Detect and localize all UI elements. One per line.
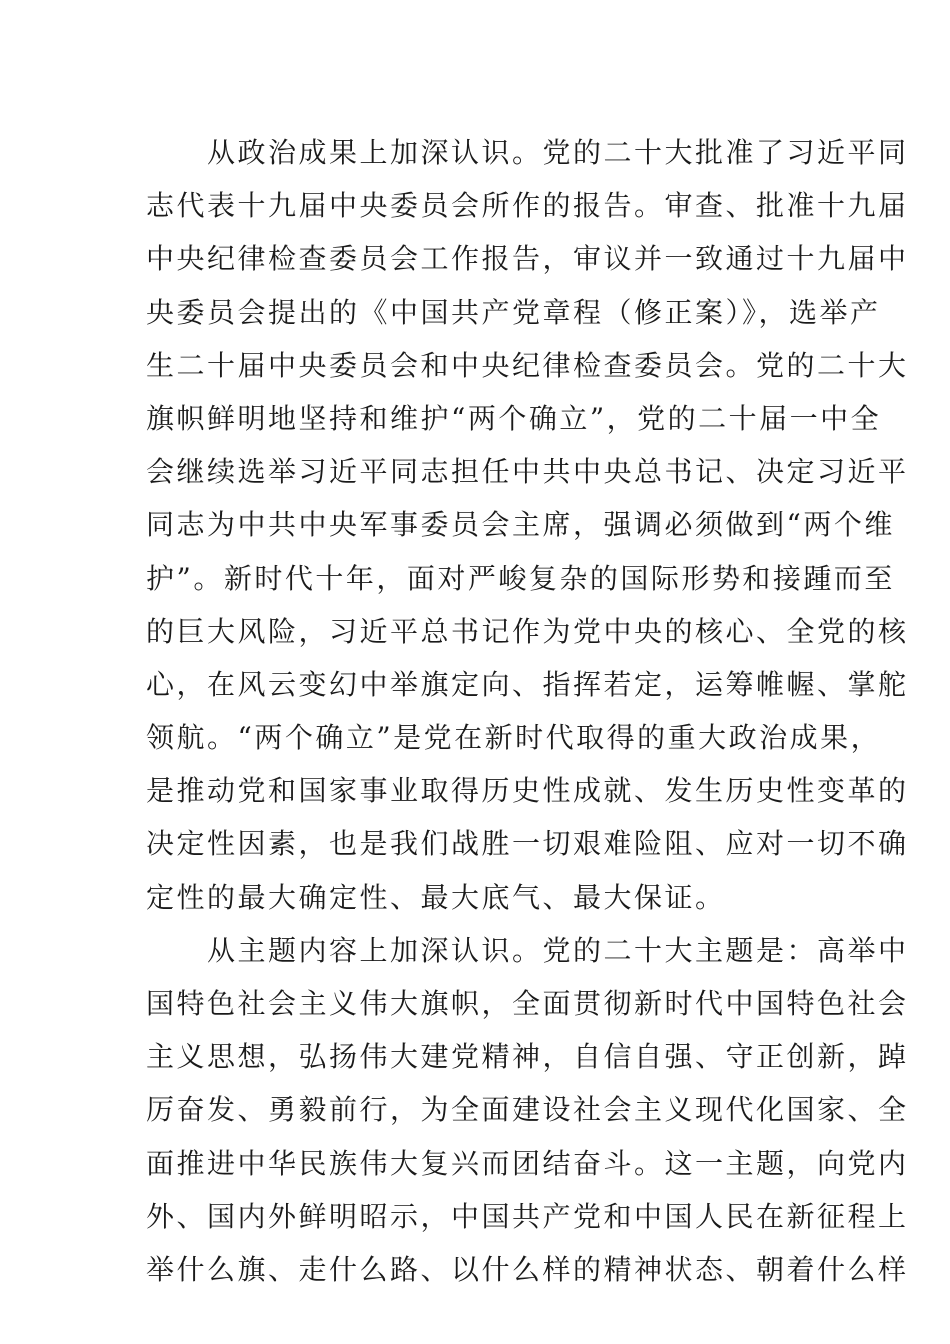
text-line: 厉奋发、勇毅前行，为全面建设社会主义现代化国家、全 [146,1093,909,1127]
text-line: 志代表十九届中央委员会所作的报告。审查、批准十九届 [146,189,909,223]
text-line: 旗帜鲜明地坚持和维护“两个确立”，党的二十届一中全 [146,401,882,435]
paragraph-theme-content [146,924,909,1296]
text-line: 从政治成果上加深认识。党的二十大批准了习近平同 [146,136,909,169]
text-line: 举什么旗、走什么路、以什么样的精神状态、朝着什么样 [146,1252,909,1286]
text-line: 护”。新时代十年，面对严峻复杂的国际形势和接踵而至 [146,561,895,595]
document-body [146,126,909,1296]
text-line: 的巨大风险，习近平总书记作为党中央的核心、全党的核 [146,614,909,648]
text-line: 央委员会提出的《中国共产党章程（修正案）》，选举产 [146,295,881,329]
text-line: 会继续选举习近平同志担任中共中央总书记、决定习近平 [146,455,909,489]
text-line: 主义思想，弘扬伟大建党精神，自信自强、守正创新，踔 [146,1040,909,1074]
text-line: 是推动党和国家事业取得历史性成就、发生历史性变革的 [146,774,909,808]
text-line: 同志为中共中央军事委员会主席，强调必须做到“两个维 [146,508,895,542]
paragraph-political-achievement [146,126,909,924]
text-line: 心，在风云变幻中举旗定向、指挥若定，运筹帷幄、掌舵 [146,667,909,701]
text-line: 决定性因素，也是我们战胜一切艰难险阻、应对一切不确 [146,827,909,861]
text-line: 国特色社会主义伟大旗帜，全面贯彻新时代中国特色社会 [146,987,909,1020]
text-line: 中央纪律检查委员会工作报告，审议并一致通过十九届中 [146,242,909,276]
text-line: 领航。“两个确立”是党在新时代取得的重大政治成果， [146,721,882,755]
text-line: 外、国内外鲜明昭示，中国共产党和中国人民在新征程上 [146,1199,909,1233]
text-line: 定性的最大确定性、最大底气、最大保证。 [146,880,726,914]
text-line: 生二十届中央委员会和中央纪律检查委员会。党的二十大 [146,348,909,382]
text-line: 从主题内容上加深认识。党的二十大主题是：高举中 [146,933,909,967]
text-line: 面推进中华民族伟大复兴而团结奋斗。这一主题，向党内 [146,1146,909,1180]
